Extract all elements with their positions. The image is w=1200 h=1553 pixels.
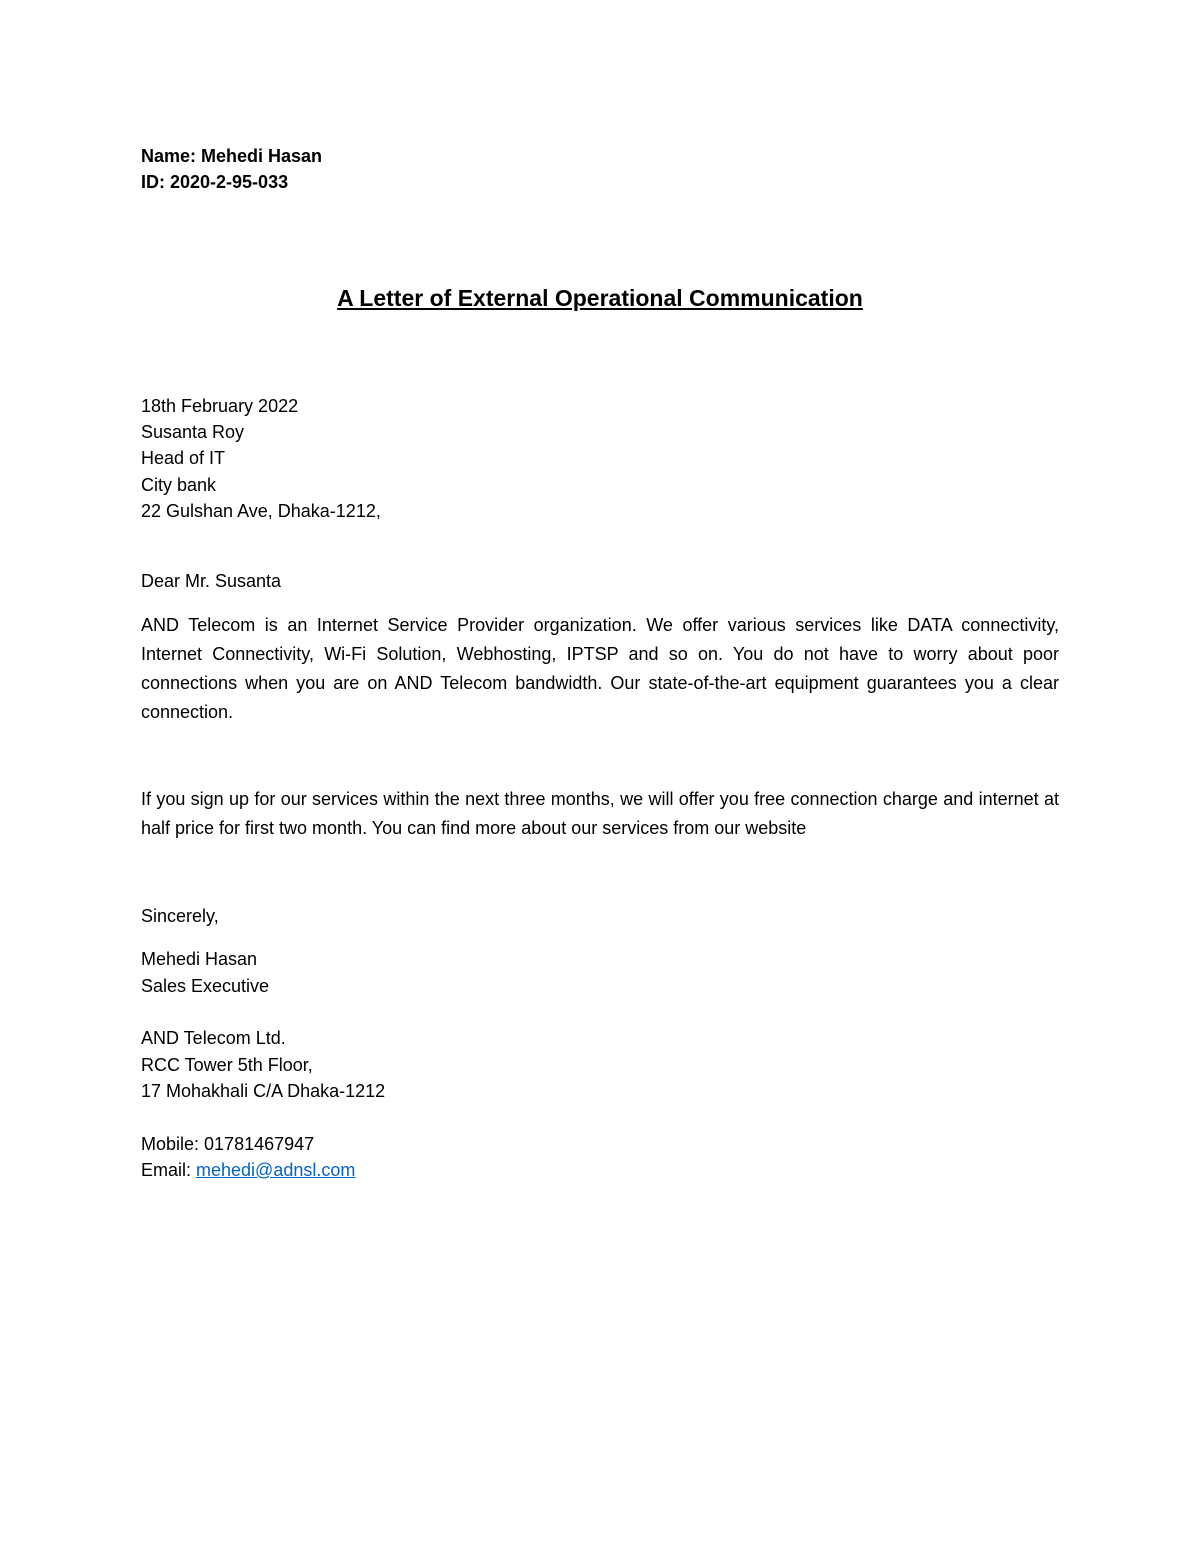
recipient-organization: City bank bbox=[141, 475, 217, 495]
recipient-address: 22 Gulshan Ave, Dhaka-1212, bbox=[141, 501, 381, 521]
mobile-line bbox=[141, 1131, 314, 1157]
company-name: AND Telecom Ltd. bbox=[141, 1028, 286, 1048]
letter-date: 18th February 2022 bbox=[141, 396, 299, 416]
salutation: Dear Mr. Susanta bbox=[141, 571, 282, 591]
signature-name: Mehedi Hasan bbox=[141, 949, 258, 969]
author-name: Name: Mehedi Hasan bbox=[141, 146, 323, 166]
recipient-position: Head of IT bbox=[141, 448, 226, 468]
email-label: Email: bbox=[141, 1160, 197, 1180]
signature-title: Sales Executive bbox=[141, 976, 270, 996]
recipient-name: Susanta Roy bbox=[141, 422, 245, 442]
body-paragraph-1: AND Telecom is an Internet Service Provider organization. We offer various services like DATA connectivity, Internet Connectivity, Wi-Fi Solution, Webhosting, IPTSP and so on. You do not have to worry about poor connections when you are on AND Telecom bandwidth. Our state-of-the-art equipment guarantees you a clear connection. bbox=[141, 615, 1059, 722]
company-address-line-2: 17 Mohakhali C/A Dhaka-1212 bbox=[141, 1081, 386, 1101]
author-id: ID: 2020-2-95-033 bbox=[141, 172, 289, 192]
mobile-number: 01781467947 bbox=[204, 1134, 315, 1154]
body-paragraph-2: If you sign up for our services within the next three months, we will offer you free connection charge and internet at half price for first two month. You can find more about our services from our website bbox=[141, 789, 1059, 838]
mobile-label: Mobile: bbox=[141, 1134, 205, 1154]
email-link[interactable]: mehedi@adnsl.com bbox=[196, 1160, 356, 1180]
letter-title: A Letter of External Operational Communication bbox=[337, 285, 863, 311]
closing: Sincerely, bbox=[141, 906, 219, 926]
company-address-line-1: RCC Tower 5th Floor, bbox=[141, 1055, 313, 1075]
email-line bbox=[141, 1157, 355, 1183]
